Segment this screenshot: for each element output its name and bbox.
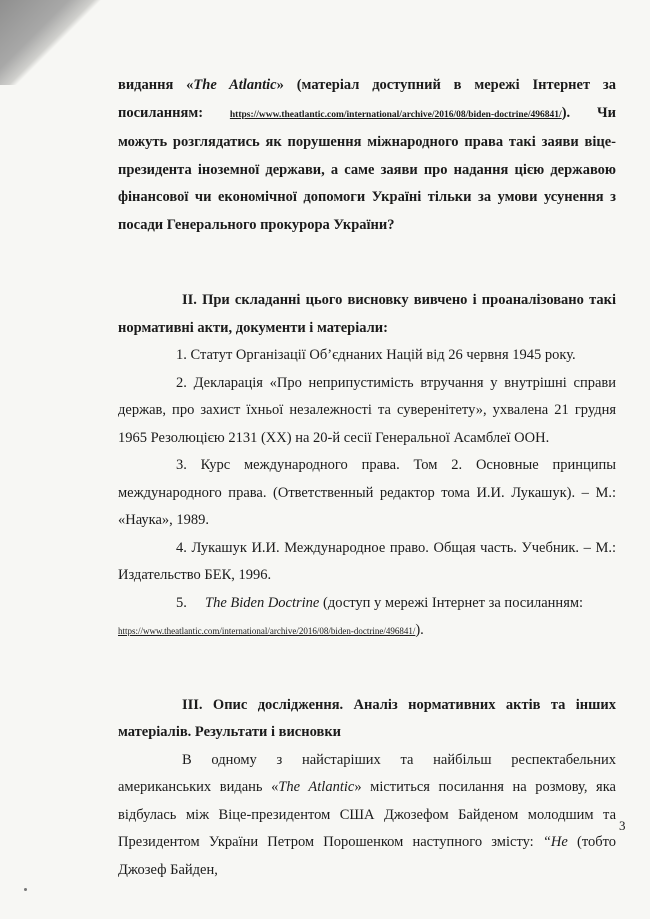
section-3-heading: III. Опис дослідження. Аналіз нормативних актів та інших матеріалів. Результати і висновки xyxy=(118,696,616,740)
page-number: 3 xyxy=(619,818,626,833)
body-paragraph: В одному з найстаріших та найбільш респектабельних американських видань «The Atlantic» міститься посилання на розмову, яка відбулась між Віце-президентом США Джозефом Байденом молодшим та Президентом України Петром Порошенком наступного змісту: “Не (тобто Джозеф Байден, xyxy=(118,751,616,878)
intro-paragraph: видання «The Atlantic» (матеріал доступний в мережі Інтернет за посиланням: https://www.theatlantic.com/international/archive/2016/08/biden-doctrine/496841/). Чи можуть розглядатись як порушення міжнародного права такі заяви віце-президента іноземної держави, а саме заяви про надання цією державою фінансової чи економічної допомоги Україні тільки за умови усунення з посади Генерального прокурора України? xyxy=(118,77,616,233)
list-item: 2. Декларація «Про неприпустимість втручання у внутрішні справи держав, про захист їхньої незалежності та суверенітету», ухвалена 21 грудня 1965 Резолюцією 2131 (ХХ) на 20-й сесії Генеральної Асамблеї ООН. xyxy=(118,374,616,446)
list-item: 1. Статут Організації Об’єднаних Націй від 26 червня 1945 року. xyxy=(176,347,576,363)
list-item: 4. Лукашук И.И. Международное право. Общая часть. Учебник. – М.: Издательство БЕК, 1996. xyxy=(118,539,616,583)
document-body xyxy=(118,72,616,884)
journal-title: The Atlantic xyxy=(193,77,277,93)
section-2-heading: II. При складанні цього висновку вивчено і проаналізовано такі нормативні акти, документи і матеріали: xyxy=(118,292,616,336)
list-item: 3. Курс международного права. Том 2. Основные принципы международного права. (Ответственный редактор тома И.И. Лукашук). – М.: «Наука», 1989. xyxy=(118,457,616,528)
source-link[interactable]: https://www.theatlantic.com/international/archive/2016/08/biden-doctrine/496841/ xyxy=(118,626,416,636)
list-item: 5. The Biden Doctrine (доступ у мережі Інтернет за посиланням: xyxy=(176,594,584,611)
item-title: The Biden Doctrine xyxy=(205,594,320,611)
scan-shadow-corner xyxy=(0,0,110,85)
source-link[interactable]: https://www.theatlantic.com/international/archive/2016/08/biden-doctrine/496841/ xyxy=(229,109,562,120)
list-item-link-line: https://www.theatlantic.com/international/archive/2016/08/biden-doctrine/496841/). xyxy=(118,622,424,638)
quote-start: “Не xyxy=(542,834,568,850)
scan-speck xyxy=(24,888,27,891)
journal-title: The Atlantic xyxy=(278,779,355,795)
